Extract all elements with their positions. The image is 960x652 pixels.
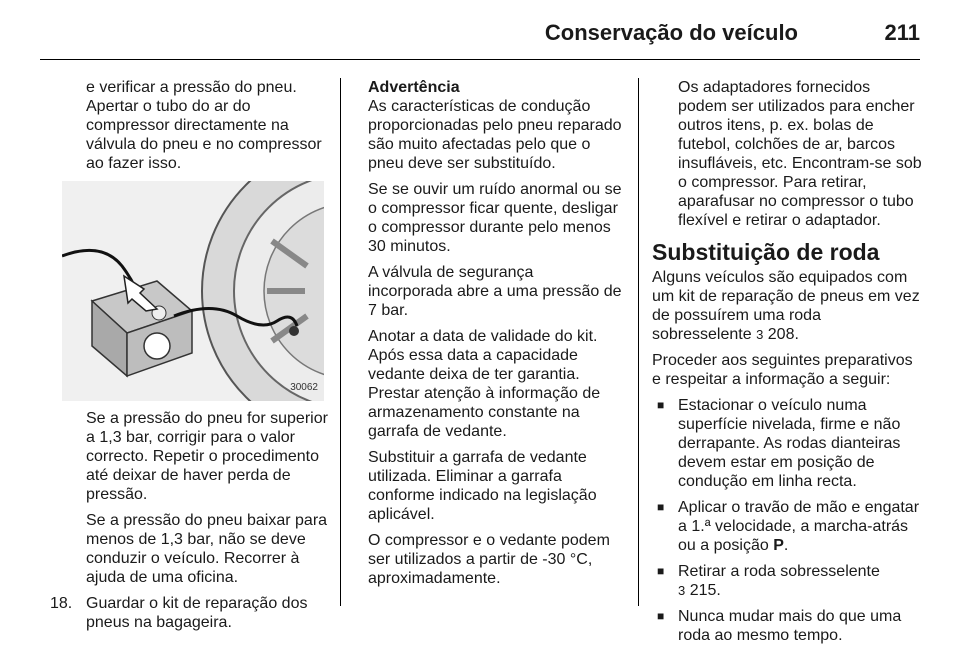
warning-paragraph-1: As características de condução proporcionadas pelo pneu reparado são muito afectadas pelo que o pneu deve ser substituído. [368,98,622,172]
warning-paragraph-3: A válvula de segurança incorporada abre a uma pressão de 7 bar. [368,264,622,319]
bullet-square-icon: ■ [657,398,665,412]
bullet-square-icon: ■ [657,609,665,623]
compressor-illustration [62,181,324,401]
intro-page-ref: 208. [767,326,799,343]
warning-paragraph-6: O compressor e o vedante podem ser utilizados a partir de -30 °C, aproximadamente. [368,532,610,587]
column-1 [50,78,330,639]
gear-position-p: P [773,537,784,554]
column-3 [652,78,922,652]
page-number: 211 [884,20,920,45]
step-18-text: Guardar o kit de reparação dos pneus na bagageira. [86,595,308,631]
page-header-title: Conservação do veículo [544,20,798,45]
page-ref-arrow-icon: 3 [756,327,764,342]
bullet-item-4-text: Nunca mudar mais do que uma roda ao mesmo tempo. [678,608,902,644]
step-18-number: 18. [50,595,73,612]
intro-paragraph [652,268,922,344]
col1-paragraph-1: e verificar a pressão do pneu. Apertar o tubo do ar do compressor directamente na válvula do pneu e no compressor ao fazer isso. [86,79,322,172]
warning-paragraph-5: Substituir a garrafa de vedante utilizada. Eliminar a garrafa conforme indicado na legislação aplicável. [368,449,597,523]
adapters-paragraph: Os adaptadores fornecidos podem ser utilizados para encher outros itens, p. ex. bolas de futebol, colchões de ar, barcos insufláveis, etc. Encontram-se sob o compressor. Para retirar, aparafusar no compressor o tubo flexível e retirar o adaptador. [678,79,922,229]
section-title: Substituição de roda [652,239,880,265]
column-2 [368,78,622,595]
warning-paragraph-2: Se se ouvir um ruído anormal ou se o compressor ficar quente, desligar o compressor durante pelo menos 30 minutos. [368,181,622,255]
bullet-item-2-end: . [783,537,789,554]
header-rule [40,59,920,60]
col1-paragraph-2: Se a pressão do pneu for superior a 1,3 bar, corrigir para o valor correcto. Repetir o procedimento até deixar de haver perda de pressão. [86,410,328,503]
bullet-item-1 [652,396,922,491]
prep-paragraph: Proceder aos seguintes preparativos e respeitar a informação a seguir: [652,352,913,388]
bullet-item-4 [652,607,922,645]
column-divider-1 [340,78,341,606]
intro-text: Alguns veículos são equipados com um kit de reparação de pneus em vez de possuírem uma roda sobresselente [652,269,920,343]
bullet-square-icon: ■ [657,564,665,578]
column-divider-2 [638,78,639,606]
bullet-item-3-ref: 215. [689,582,721,599]
bullet-item-2 [652,498,922,555]
compressor-figure [62,181,324,401]
bullet-item-3 [652,562,922,600]
page-ref-arrow-icon: 3 [678,583,686,598]
bullet-item-1-text: Estacionar o veículo numa superfície nivelada, firme e não derrapante. As rodas dianteiras devem estar em posição de condução em linha recta. [678,397,901,490]
bullet-square-icon: ■ [657,500,665,514]
step-18 [50,594,330,632]
bullet-item-3-text: Retirar a roda sobresselente [678,563,880,580]
bullet-item-2-text: Aplicar o travão de mão e engatar a 1.ª velocidade, a marcha-atrás ou a posição [678,499,920,554]
warning-paragraph-4: Anotar a data de validade do kit. Após essa data a capacidade vedante deixa de ter garantia. Prestar atenção à informação de armazenamento constante na garrafa de vedante. [368,328,601,440]
warning-title: Advertência [368,79,460,96]
figure-code: 30062 [290,382,318,393]
col1-paragraph-3: Se a pressão do pneu baixar para menos de 1,3 bar, não se deve conduzir o veículo. Recorrer à ajuda de uma oficina. [86,512,328,586]
